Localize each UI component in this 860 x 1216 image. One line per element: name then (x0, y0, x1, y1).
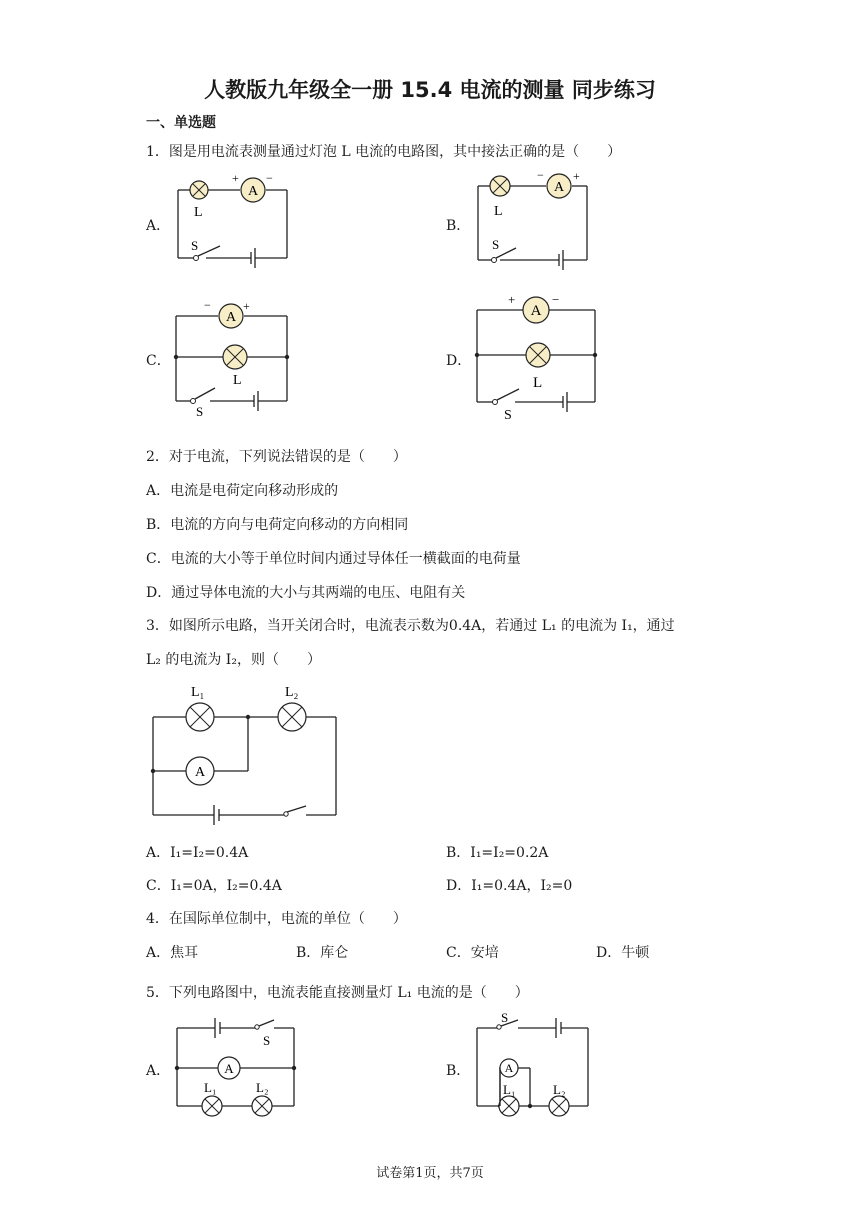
q1-option-d-label: D． (446, 353, 472, 369)
svg-text:A: A (225, 310, 237, 325)
svg-text:S: S (504, 408, 512, 423)
question-2-stem: 2．对于电流，下列说法错误的是（ ） (146, 449, 407, 465)
question-5-stem: 5．下列电路图中，电流表能直接测量灯 L₁ 电流的是（ ） (146, 985, 529, 1001)
svg-text:L: L (194, 205, 203, 220)
svg-text:A: A (224, 1061, 234, 1076)
q3-option-b: B．I₁=I₂=0.2A (446, 845, 549, 861)
page-footer: 试卷第1页，共7页 (376, 1166, 484, 1181)
svg-text:−: − (552, 292, 560, 307)
svg-text:−: − (537, 168, 544, 182)
svg-text:L₂: L₂ (256, 1080, 269, 1095)
svg-text:S: S (263, 1033, 271, 1048)
circuit-diagram-q1b (470, 168, 595, 268)
circuit-diagram-q1c (170, 298, 295, 420)
svg-text:−: − (204, 298, 211, 312)
svg-text:A: A (553, 180, 565, 195)
svg-text:+: + (232, 171, 239, 185)
q4-option-a: A．焦耳 (146, 945, 199, 961)
svg-text:A: A (530, 303, 542, 319)
svg-text:S: S (492, 237, 500, 252)
circuit-diagram-q1a (170, 170, 295, 270)
svg-text:S: S (501, 1010, 509, 1025)
question-3-line-1: 3．如图所示电路，当开关闭合时，电流表示数为0.4A，若通过 L₁ 的电流为 I₁，通过 (146, 618, 675, 634)
section-heading: 一、单选题 (146, 115, 216, 131)
svg-text:S: S (196, 404, 204, 419)
svg-text:L: L (533, 375, 543, 391)
q1-option-b-label: B． (446, 218, 471, 234)
circuit-diagram-q1d (470, 292, 600, 424)
q4-option-c: C．安培 (446, 945, 499, 961)
page-title: 人教版九年级全一册 15.4 电流的测量 同步练习 (204, 78, 656, 102)
question-3-line-2: L₂ 的电流为 I₂，则（ ） (146, 652, 321, 668)
q1-option-a-label: A． (146, 218, 171, 234)
svg-text:A: A (194, 765, 206, 780)
svg-text:L: L (233, 373, 242, 388)
q5-option-b-label: B． (446, 1063, 471, 1079)
q4-option-b: B．库仑 (296, 945, 349, 961)
ammeter-letter: A (247, 184, 259, 199)
q2-option-c: C．电流的大小等于单位时间内通过导体任一横截面的电荷量 (146, 551, 521, 567)
q1-option-c-label: C． (146, 353, 171, 369)
q4-option-d: D．牛顿 (596, 945, 650, 961)
q2-option-a: A．电流是电荷定向移动形成的 (146, 483, 339, 499)
svg-text:+: + (508, 292, 516, 307)
svg-text:+: + (243, 299, 250, 313)
circuit-diagram-q3 (146, 680, 346, 822)
q3-option-d: D．I₁=0.4A，I₂=0 (446, 878, 573, 894)
svg-text:L: L (494, 204, 503, 219)
svg-text:L₁: L₁ (204, 1080, 217, 1095)
svg-text:L₁: L₁ (191, 685, 205, 700)
svg-text:−: − (266, 171, 273, 185)
circuit-diagram-q5b (470, 1010, 600, 1122)
svg-text:L₂: L₂ (553, 1082, 566, 1097)
svg-text:A: A (504, 1061, 514, 1075)
svg-text:+: + (573, 169, 580, 183)
q3-option-c: C．I₁=0A，I₂=0.4A (146, 878, 282, 894)
question-1-stem: 1．图是用电流表测量通过灯泡 L 电流的电路图，其中接法正确的是（ ） (146, 144, 622, 160)
question-4-stem: 4．在国际单位制中，电流的单位（ ） (146, 911, 407, 927)
q3-option-a: A．I₁=I₂=0.4A (146, 845, 249, 861)
svg-text:S: S (191, 238, 199, 253)
svg-text:L₁: L₁ (503, 1082, 516, 1097)
q2-option-d: D．通过导体电流的大小与其两端的电压、电阻有关 (146, 585, 466, 601)
q5-option-a-label: A． (146, 1063, 171, 1079)
svg-text:L₂: L₂ (285, 685, 299, 700)
circuit-diagram-q5a (170, 1012, 300, 1120)
q2-option-b: B．电流的方向与电荷定向移动的方向相同 (146, 517, 409, 533)
